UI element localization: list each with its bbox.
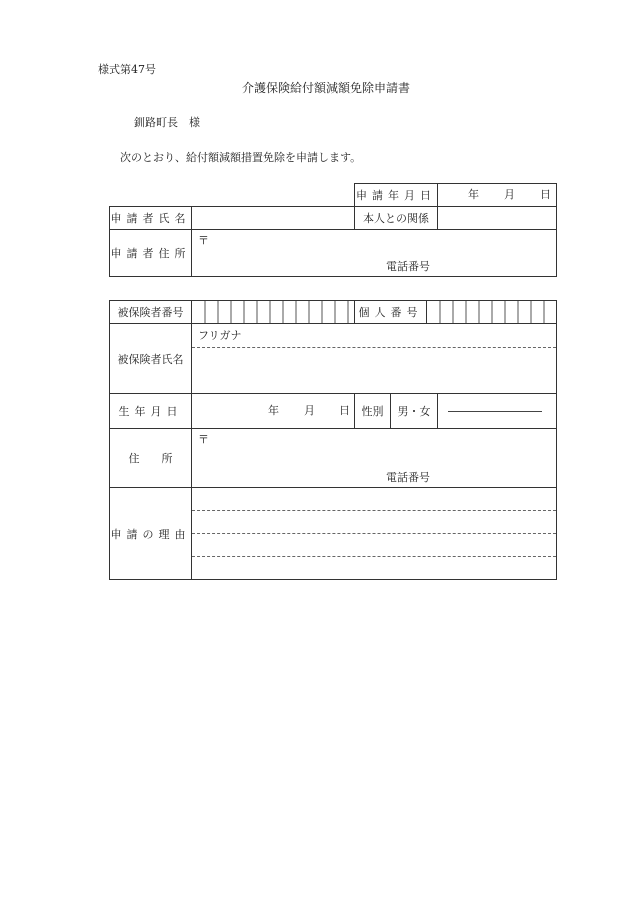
sex-label: 性別 — [355, 394, 391, 429]
birth-day-label: 日 — [339, 404, 350, 417]
reason-line-2[interactable] — [192, 511, 556, 534]
phone-label: 電話番号 — [386, 260, 430, 273]
insured-name-field[interactable] — [192, 324, 557, 394]
phone-label: 電話番号 — [386, 471, 430, 484]
furigana-row[interactable] — [192, 324, 556, 348]
birth-date-label: 生年月日 — [110, 394, 192, 429]
insured-table — [109, 300, 557, 580]
applicant-table — [109, 183, 557, 277]
intro-text: 次のとおり、給付額減額措置免除を申請します。 — [120, 151, 362, 164]
reason-label: 申請の理由 — [110, 488, 192, 580]
insured-address-field[interactable] — [192, 429, 557, 488]
birth-year-label: 年 — [268, 404, 279, 417]
addressee: 釧路町長 様 — [134, 116, 200, 129]
insured-address-label: 住 所 — [110, 429, 192, 488]
reason-line-3[interactable] — [192, 534, 556, 557]
insured-number-label: 被保険者番号 — [110, 301, 192, 324]
sex-extra-field[interactable] — [438, 394, 557, 429]
furigana-label: フリガナ — [198, 329, 242, 342]
day-label: 日 — [540, 188, 551, 201]
insured-name-label: 被保険者氏名 — [110, 324, 192, 394]
application-date-field[interactable] — [438, 184, 557, 207]
blank-cell — [110, 184, 355, 207]
application-date-label: 申請年月日 — [355, 184, 438, 207]
insured-number-field[interactable] — [192, 301, 355, 324]
relation-field[interactable] — [438, 207, 557, 230]
postal-mark: 〒 — [198, 433, 209, 446]
year-label: 年 — [468, 188, 479, 201]
birth-month-label: 月 — [304, 404, 315, 417]
applicant-address-label: 申請者住所 — [110, 230, 192, 277]
personal-number-label: 個人番号 — [355, 301, 427, 324]
sex-options[interactable]: 男・女 — [391, 394, 438, 429]
postal-mark: 〒 — [198, 234, 209, 247]
applicant-address-field[interactable] — [192, 230, 557, 277]
birth-date-field[interactable] — [192, 394, 355, 429]
reason-line-1[interactable] — [192, 488, 556, 511]
page-title: 介護保険給付額減額免除申請書 — [242, 81, 411, 95]
reason-field[interactable] — [192, 488, 557, 580]
applicant-name-field[interactable] — [192, 207, 355, 230]
relation-label: 本人との関係 — [355, 207, 438, 230]
form-number: 様式第47号 — [98, 63, 156, 76]
applicant-name-label: 申請者氏名 — [110, 207, 192, 230]
month-label: 月 — [504, 188, 515, 201]
blank-line — [448, 411, 542, 412]
personal-number-field[interactable] — [427, 301, 557, 324]
